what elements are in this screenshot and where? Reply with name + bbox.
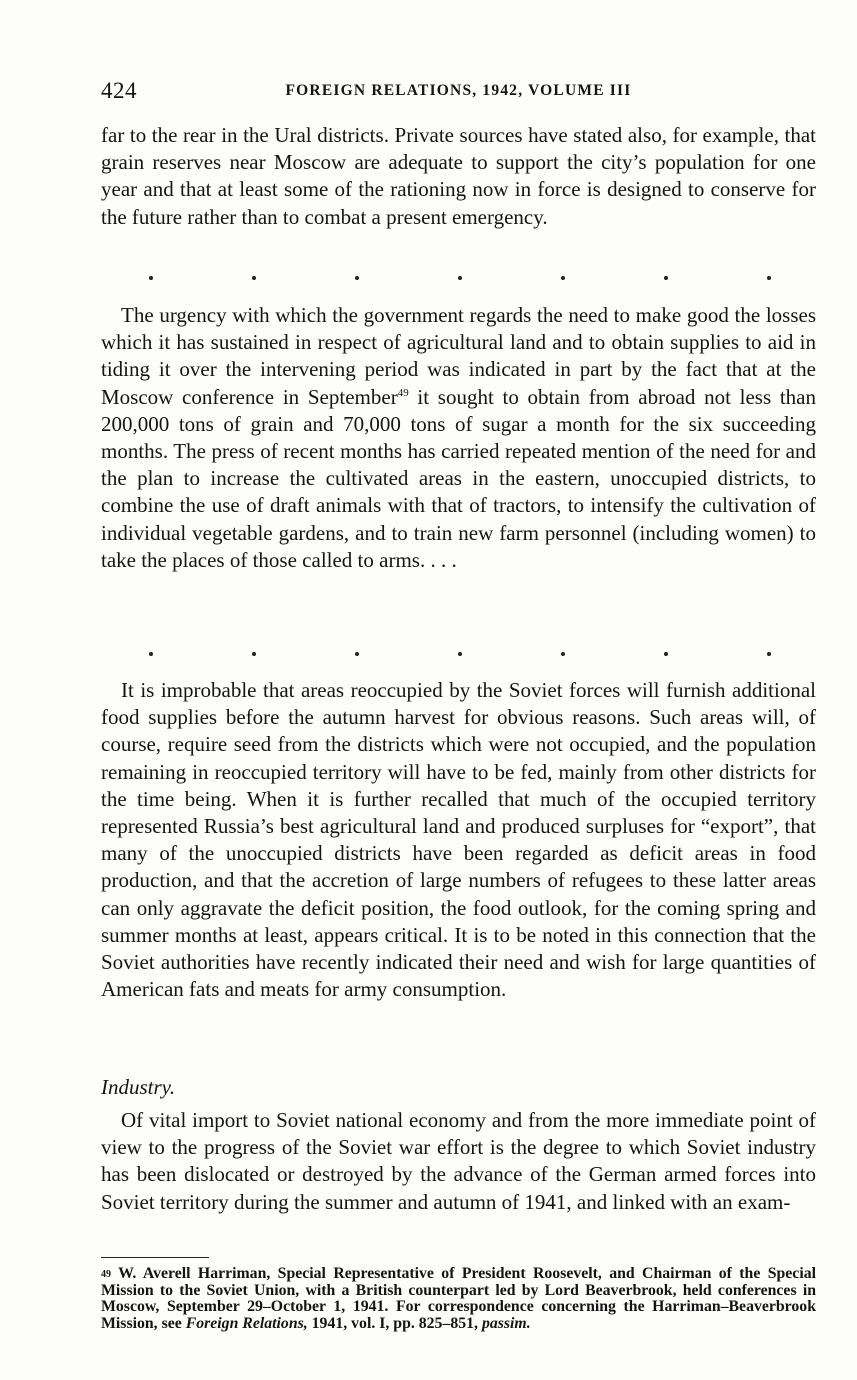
paragraph-2 (101, 302, 816, 574)
paragraph-1: far to the rear in the Ural districts. Private sources have stated also, for example, that grain reserves near Moscow are adequate to support the city’s population for one year and that at least some of the rationing now in force is designed to conserve for the future rather than to combat a present emergency. (101, 123, 816, 229)
footnote-rule (101, 1257, 209, 1258)
footnote-mark: 49 (101, 1269, 111, 1280)
footnote-text-b: 1941, vol. (307, 1314, 380, 1332)
page-number: 424 (101, 78, 137, 103)
paragraph-3: It is improbable that areas reoccupied by the Soviet forces will furnish additional food supplies before the autumn harvest for obvious reasons. Such areas will, of course, require seed from the districts which were not occupied, and the population remaining in reoccupied territory will have to be fed, mainly from other districts for the time being. When it is further recalled that much of the occupied territory represented Russia’s best agricultural land and produced surpluses for “export”, that many of the unoccupied districts have been regarded as deficit areas in food production, and that the accretion of large numbers of refugees to these latter areas can only aggravate the deficit position, the food outlook, for the coming spring and summer months at least, appears critical. It is to be noted in this connection that the Soviet authorities have recently indicated their need and wish for large quantities of American fats and meats for army consumption. (101, 678, 816, 1002)
ellipsis-row-2 (101, 652, 816, 664)
footnote-49 (101, 1266, 816, 1332)
footnote-reference: 49 (397, 386, 409, 399)
footnote-passim: passim. (481, 1314, 531, 1332)
running-head: FOREIGN RELATIONS, 1942, VOLUME III (285, 82, 632, 99)
ellipsis-row-1 (101, 276, 816, 288)
paragraph-2-text-a: The urgency with which the government regards the need to make good the losses which it has sustained in respect of agricultural land and to obtain supplies to aid in tiding it over the intervening period was indicated in part by the fact that at the Moscow conference in September (101, 303, 816, 409)
footnote-text-c: , pp. 825–851, (385, 1314, 482, 1332)
paragraph-4: Of vital import to Soviet national economy and from the more immediate point of view to the progress of the Soviet war effort is the degree to which Soviet industry has been dislocated or destroyed by the advance of the German armed forces into Soviet territory during the summer and autumn of 1941, and linked with an exam- (101, 1108, 816, 1214)
paragraph-2-text-b: it sought to obtain from abroad not less than 200,000 tons of grain and 70,000 tons of sugar a month for the six succeeding months. The press of recent months has carried repeated mention of the need for and the plan to increase the cultivated areas in the eastern, unoccupied districts, to combine the use of draft animals with that of tractors, to intensify the cultivation of individual vegetable gardens, and to train new farm personnel (including women) to take the places of those called to arms. . . . (101, 384, 816, 572)
footnote-volume: I (379, 1314, 386, 1332)
footnote-italic-title: Foreign Relations, (185, 1314, 308, 1332)
page-header (101, 78, 816, 104)
footnote-text-a: W. Averell Harriman, Special Representative of President Roosevelt, and Chairman of the Special Mission to the Soviet Union, with a British counterpart led by Lord Beaverbrook, held conferences in Moscow, September 29–October 1, 1941. For correspondence concerning the Harriman–Beaverbrook Mission, see (101, 1265, 816, 1332)
section-subheading: Industry. (101, 1075, 176, 1099)
